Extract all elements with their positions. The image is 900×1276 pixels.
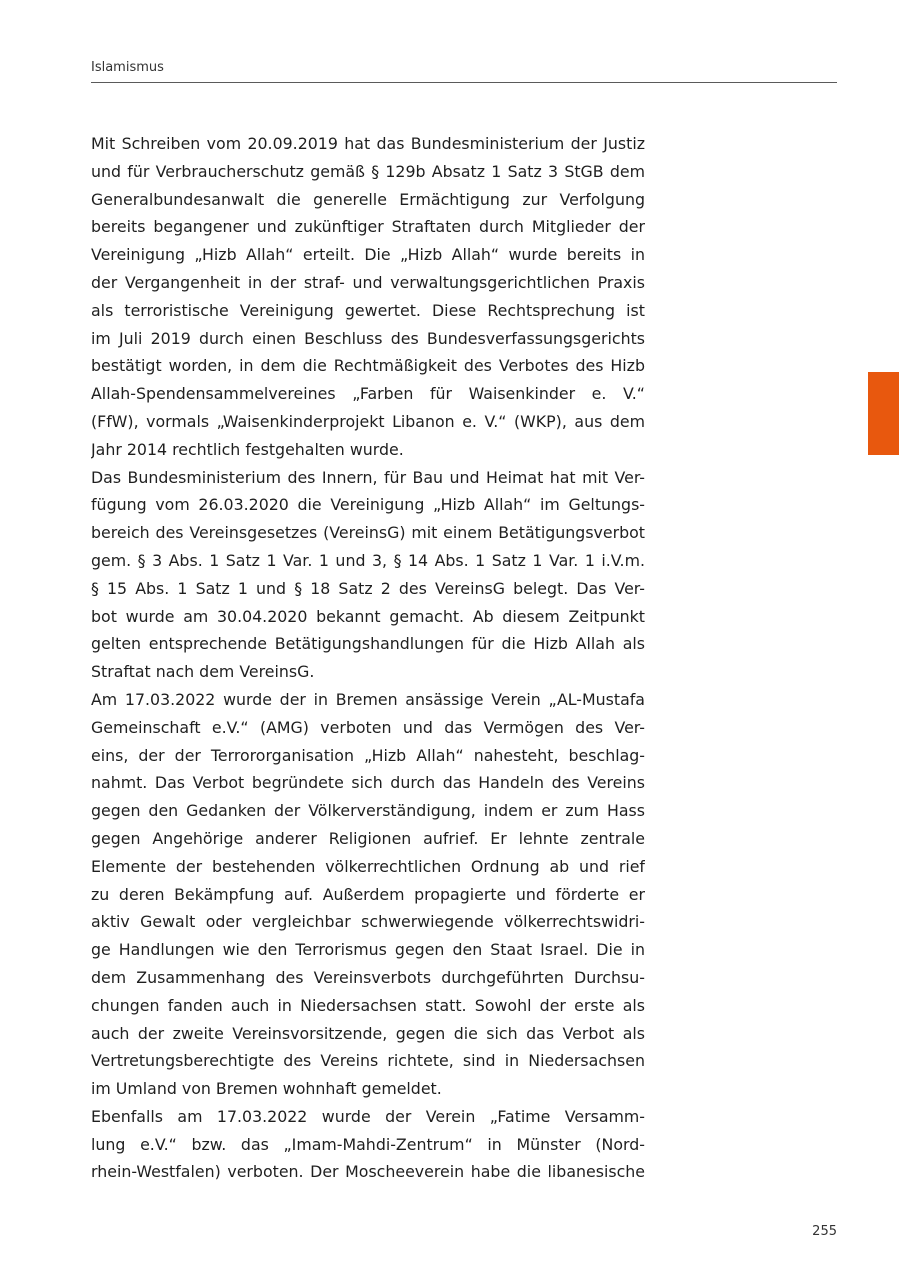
- text-line: chungen fanden auch in Niedersachsen statt. Sowohl der erste als: [91, 995, 645, 1015]
- text-line: Gemeinschaft e.V.“ (AMG) verboten und das Vermögen des Ver-: [91, 717, 645, 737]
- page-header: [91, 58, 837, 83]
- text-line: Das Bundesministerium des Innern, für Bau und Heimat hat mit Ver-: [91, 467, 645, 487]
- body-text: [91, 130, 645, 1186]
- text-line: als terroristische Vereinigung gewertet. Diese Rechtsprechung ist: [91, 300, 645, 320]
- text-line: gem. § 3 Abs. 1 Satz 1 Var. 1 und 3, § 14 Abs. 1 Satz 1 Var. 1 i.V.m.: [91, 550, 645, 570]
- text-line: lung e.V.“ bzw. das „Imam-Mahdi-Zentrum“ in Münster (Nord-: [91, 1134, 645, 1154]
- paragraph: [91, 130, 645, 464]
- text-line: eins, der der Terrororganisation „Hizb Allah“ nahesteht, beschlag-: [91, 745, 645, 765]
- page-number: 255: [812, 1224, 837, 1239]
- text-line: (FfW), vormals „Waisenkinderprojekt Libanon e. V.“ (WKP), aus dem: [91, 411, 645, 431]
- chapter-marker-tab: [868, 372, 899, 455]
- text-line: § 15 Abs. 1 Satz 1 und § 18 Satz 2 des VereinsG belegt. Das Ver-: [91, 578, 645, 598]
- text-line: Vertretungsberechtigte des Vereins richtete, sind in Niedersachsen: [91, 1051, 645, 1071]
- text-line: Elemente der bestehenden völkerrechtlichen Ordnung ab und rief: [91, 856, 645, 876]
- text-line: und für Verbraucherschutz gemäß § 129b Absatz 1 Satz 3 StGB dem: [91, 161, 645, 181]
- text-line: Vereinigung „Hizb Allah“ erteilt. Die „Hizb Allah“ wurde bereits in: [91, 245, 645, 265]
- text-line: fügung vom 26.03.2020 die Vereinigung „Hizb Allah“ im Geltungs-: [91, 495, 645, 515]
- paragraph: [91, 464, 645, 686]
- text-line: rhein-Westfalen) verboten. Der Moscheeverein habe die libanesische: [91, 1162, 645, 1182]
- text-line: nahmt. Das Verbot begründete sich durch das Handeln des Vereins: [91, 773, 645, 793]
- text-line: Ebenfalls am 17.03.2022 wurde der Verein „Fatime Versamm-: [91, 1106, 645, 1126]
- text-line: bot wurde am 30.04.2020 bekannt gemacht. Ab diesem Zeitpunkt: [91, 606, 645, 626]
- paragraph: [91, 686, 645, 1103]
- text-line: im Juli 2019 durch einen Beschluss des Bundesverfassungsgerichts: [91, 328, 645, 348]
- text-line: gegen den Gedanken der Völkerverständigung, indem er zum Hass: [91, 801, 645, 821]
- text-line: der Vergangenheit in der straf- und verwaltungsgerichtlichen Praxis: [91, 272, 645, 292]
- text-line: Jahr 2014 rechtlich festgehalten wurde.: [91, 439, 404, 459]
- text-line: bestätigt worden, in dem die Rechtmäßigkeit des Verbotes des Hizb: [91, 356, 645, 376]
- text-line: im Umland von Bremen wohnhaft gemeldet.: [91, 1079, 442, 1099]
- text-line: dem Zusammenhang des Vereinsverbots durchgeführten Durchsu-: [91, 967, 645, 987]
- text-line: Mit Schreiben vom 20.09.2019 hat das Bundesministerium der Justiz: [91, 134, 645, 153]
- text-line: auch der zweite Vereinsvorsitzende, gegen die sich das Verbot als: [91, 1023, 645, 1043]
- text-line: bereits begangener und zukünftiger Straftaten durch Mitglieder der: [91, 217, 645, 237]
- paragraph: [91, 1103, 645, 1186]
- text-line: bereich des Vereinsgesetzes (VereinsG) mit einem Betätigungsverbot: [91, 523, 645, 543]
- text-line: gelten entsprechende Betätigungshandlungen für die Hizb Allah als: [91, 634, 645, 654]
- running-header-title: Islamismus: [91, 60, 164, 75]
- text-line: ge Handlungen wie den Terrorismus gegen den Staat Israel. Die in: [91, 940, 645, 960]
- text-line: gegen Angehörige anderer Religionen aufrief. Er lehnte zentrale: [91, 828, 645, 848]
- text-line: Generalbundesanwalt die generelle Ermächtigung zur Verfolgung: [91, 189, 645, 209]
- text-line: Am 17.03.2022 wurde der in Bremen ansässige Verein „AL-Mustafa: [91, 689, 645, 709]
- text-line: zu deren Bekämpfung auf. Außerdem propagierte und förderte er: [91, 884, 645, 904]
- text-line: aktiv Gewalt oder vergleichbar schwerwiegende völkerrechtswidri-: [91, 912, 645, 932]
- text-line: Straftat nach dem VereinsG.: [91, 662, 315, 682]
- text-line: Allah-Spendensammelvereines „Farben für Waisenkinder e. V.“: [91, 384, 645, 404]
